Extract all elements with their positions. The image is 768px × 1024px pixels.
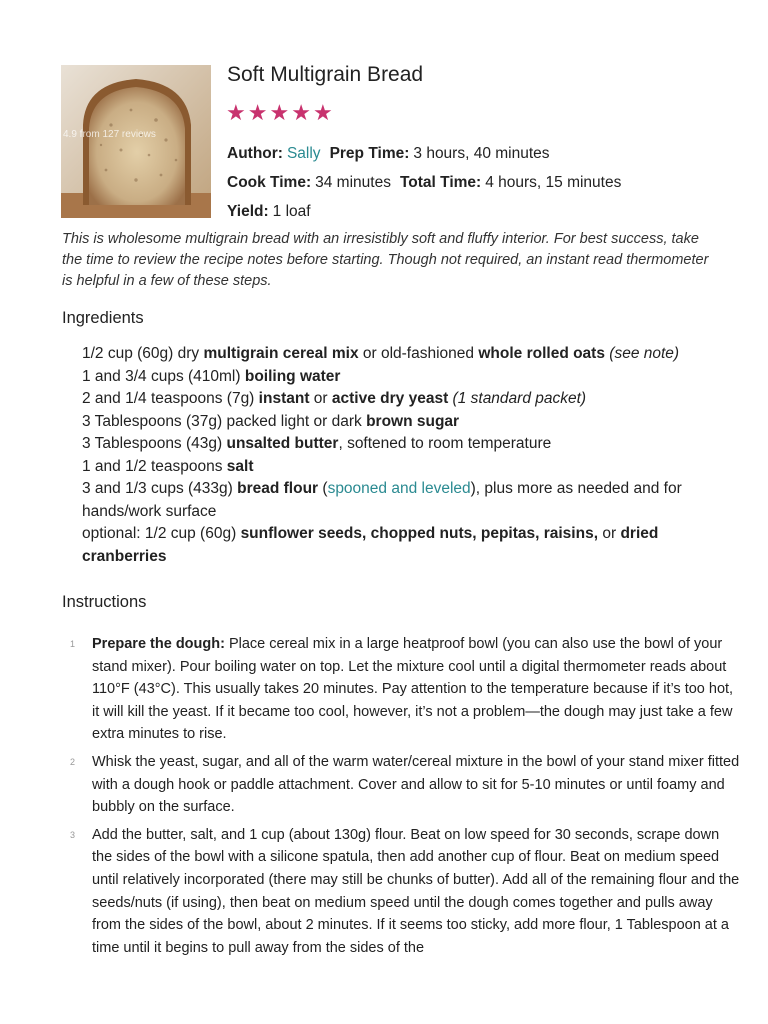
author-label: Author: — [227, 145, 283, 162]
meta-row-yield — [227, 203, 311, 221]
step-number: 1 — [70, 639, 76, 649]
ingredient-item: optional: 1/2 cup (60g) sunflower seeds, chopped nuts, pepitas, raisins, or dried cranberries — [82, 525, 659, 565]
ingredient-item: 1 and 1/2 teaspoons salt — [82, 457, 254, 475]
yield-value: 1 loaf — [272, 203, 311, 220]
ingredient-item: 3 Tablespoons (37g) packed light or dark brown sugar — [82, 412, 460, 430]
meta-row-author-prep — [227, 145, 550, 163]
spooned-and-leveled-link[interactable]: spooned and leveled — [327, 480, 471, 497]
instruction-step: 3 Add the butter, salt, and 1 cup (about 130g) flour. Beat on low speed for 30 seconds, scrape down the sides of the bowl with a silicone spatula, then add another cup of flour. Beat on medium speed until relatively incorporated (there may still be chunks of butter). Add all of the remaining flour and the seeds/nuts (if using), then beat on medium speed until the dough comes together and pulls away from the sides of the bowl, about 2 minutes. If it seems too sticky, add more flour, 1 Tablespoon at a time until it begins to pull away from the sides of the — [70, 824, 740, 960]
instructions-list — [70, 633, 740, 964]
star-rating[interactable] — [226, 102, 333, 124]
ingredient-item: 3 and 1/3 cups (433g) bread flour (spooned and leveled), plus more as needed and for hands/work surface — [82, 480, 682, 520]
star-icon[interactable]: ★ — [247, 100, 268, 125]
bread-photo-illustration — [61, 65, 211, 218]
ingredient-item: 3 Tablespoons (43g) unsalted butter, softened to room temperature — [82, 435, 552, 452]
ingredients-list — [82, 343, 732, 568]
yield-label: Yield: — [227, 203, 269, 220]
meta-row-cook-total — [227, 174, 621, 192]
ingredient-item: 1/2 cup (60g) dry multigrain cereal mix or old-fashioned whole rolled oats (see note) — [82, 345, 680, 362]
ingredients-heading: Ingredients — [62, 309, 144, 327]
star-icon[interactable]: ★ — [312, 100, 333, 125]
cook-time-label: Cook Time: — [227, 174, 312, 191]
instruction-step: 1 Prepare the dough: Place cereal mix in a large heatproof bowl (you can also use the bowl of your stand mixer). Pour boiling water on top. Let the mixture cool until a digital thermometer reads about 110°F (43°C). This usually takes 20 minutes. Pay attention to the temperature because if it’s too hot, it will kill the yeast. If it became too cool, however, it’s not a problem—the dough may just take a few extra minutes to rise. — [70, 633, 740, 746]
prep-time-value: 3 hours, 40 minutes — [413, 145, 550, 162]
photo-rating-overlay: 4.9 from 127 reviews — [63, 129, 156, 140]
step-number: 3 — [70, 829, 76, 840]
total-time-label: Total Time: — [399, 174, 482, 191]
star-icon[interactable]: ★ — [226, 100, 246, 125]
instruction-step: 2 Whisk the yeast, sugar, and all of the warm water/cereal mixture in the bowl of your stand mixer fitted with a dough hook or paddle attachment. Cover and allow to sit for 5-10 minutes or until foamy and bubbly on the surface. — [70, 751, 740, 819]
prep-time-label: Prep Time: — [329, 145, 410, 162]
ingredient-item: 2 and 1/4 teaspoons (7g) instant or active dry yeast (1 standard packet) — [82, 390, 587, 407]
total-time-value: 4 hours, 15 minutes — [485, 174, 622, 191]
star-icon[interactable]: ★ — [291, 100, 311, 125]
bread-photo[interactable] — [61, 65, 211, 218]
cook-time-value: 34 minutes — [315, 174, 391, 191]
star-icon[interactable]: ★ — [269, 100, 290, 125]
step-number: 2 — [70, 756, 76, 767]
instructions-heading: Instructions — [62, 593, 147, 611]
ingredient-item: 1 and 3/4 cups (410ml) boiling water — [82, 367, 341, 385]
recipe-title: Soft Multigrain Bread — [227, 63, 424, 86]
author-link[interactable]: Sally — [286, 145, 321, 162]
recipe-summary: This is wholesome multigrain bread with an irresistibly soft and fluffy interior. For best success, take the time to review the recipe notes before starting. Though not required, an instant read thermometer is helpful in a few of these steps. — [62, 231, 709, 289]
